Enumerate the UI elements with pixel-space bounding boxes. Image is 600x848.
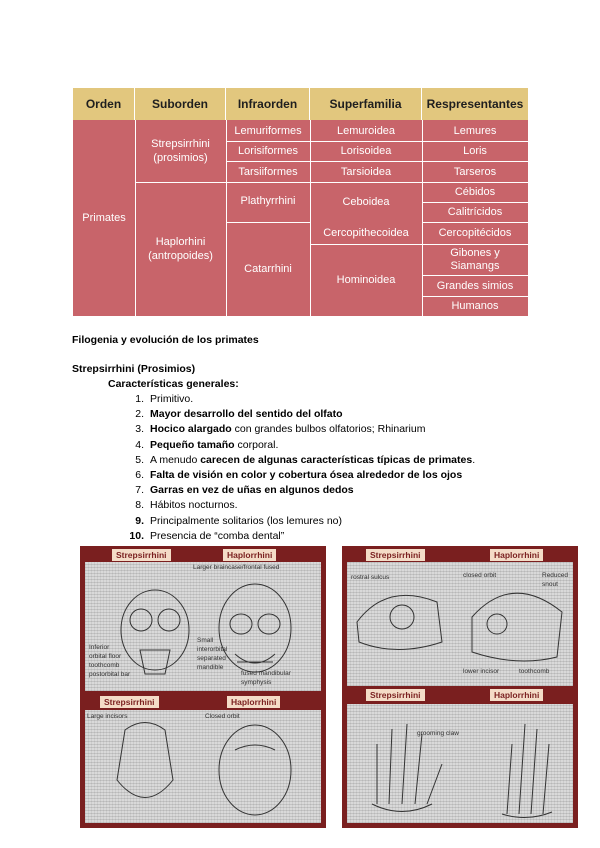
strepsirrhini-tag-4: Strepsirrhini [366, 689, 425, 701]
gibones-line1: Gibones y [450, 246, 500, 259]
cell-primates: Primates [73, 120, 135, 316]
cell-cebidos: Cébidos [422, 182, 528, 202]
note-grooming-claw: grooming claw [417, 730, 459, 737]
strepsirrhini-tag: Strepsirrhini [112, 549, 171, 561]
section-title: Filogenia y evolución de los primates [72, 334, 259, 346]
cell-lorisoidea: Lorisoidea [310, 141, 422, 161]
note-interorbital: interorbital [197, 646, 228, 653]
cell-hominoidea: Hominoidea [310, 244, 422, 316]
cell-humanos: Humanos [422, 296, 528, 316]
cell-lemures: Lemures [422, 120, 528, 141]
note-small: Small [197, 637, 214, 644]
note-rostral: rostral sulcus [351, 574, 390, 581]
note-frontal: Larger braincase/frontal fused [193, 564, 280, 571]
note-separated: separated [197, 655, 226, 662]
note-closed-orbit: Closed orbit [205, 713, 240, 720]
haplorhini-name: Haplorhini [155, 236, 206, 248]
cell-strepsirrhini [135, 120, 226, 182]
list-item: 6. Falta de visión en color y cobertura ósea alrededor de los ojos [135, 468, 463, 481]
skull-front-image [85, 562, 321, 691]
list-item: 2. Mayor desarrollo del sentido del olfato [135, 408, 343, 421]
haplorhini-common: (antropoides) [148, 250, 213, 262]
strepsirrhini-tag-3: Strepsirrhini [366, 549, 425, 561]
header-superfamilia: Superfamilia [310, 88, 422, 120]
haplorrhini-tag: Haplorrhini [223, 549, 276, 561]
list-item: 3. Hocico alargado con grandes bulbos olfatorios; Rhinarium [135, 423, 426, 436]
list-item: 10. Presencia de “comba dental” [129, 529, 285, 542]
header-orden: Orden [73, 88, 135, 120]
header-representantes: Respresentantes [422, 88, 528, 120]
cell-lemuriformes: Lemuriformes [226, 120, 310, 141]
cell-cercopithecoidea: Cercopithecoidea [310, 222, 422, 244]
cell-tarsiiformes: Tarsiiformes [226, 161, 310, 182]
cell-lemuroidea: Lemuroidea [310, 120, 422, 141]
note-orbit: closed orbit [463, 572, 497, 579]
haplorrhini-tag-2: Haplorrhini [227, 696, 280, 708]
header-infraorden: Infraorden [226, 88, 310, 120]
taxonomy-table [73, 88, 528, 316]
note-snout: snout [542, 581, 558, 588]
cell-catarrhini: Catarrhini [226, 222, 310, 316]
cell-ceboidea: Ceboidea [310, 182, 422, 222]
general-heading: Características generales: [108, 378, 239, 390]
header-suborden: Suborden [135, 88, 226, 120]
list-item: 9. Principalmente solitarios (los lemures no) [135, 514, 342, 527]
cell-haplorhini [135, 182, 226, 316]
strepsirrhini-tag-2: Strepsirrhini [100, 696, 159, 708]
skull-top-drawing [85, 710, 321, 823]
list-item: 4. Pequeño tamaño corporal. [135, 438, 279, 451]
gibones-line2: Siamangs [450, 259, 500, 272]
list-item: 7. Garras en vez de uñas en algunos dedos [135, 484, 354, 497]
characteristics-list [127, 392, 547, 544]
strepsirrhini-common: (prosimios) [153, 152, 208, 164]
hand-drawing [347, 704, 573, 823]
note-large-incisors: Large incisors [87, 713, 128, 720]
haplorrhini-tag-4: Haplorrhini [490, 689, 543, 701]
skull-top-image [85, 710, 321, 823]
note-postorbital: postorbital bar [89, 671, 131, 678]
hand-image [347, 704, 573, 823]
cell-gibones [422, 244, 528, 275]
note-mandible: mandible [197, 664, 224, 671]
note-symphysis: symphysis [241, 679, 272, 686]
note-lower-incisor: lower incisor [463, 668, 500, 675]
note-toothcomb: toothcomb [89, 662, 120, 669]
cell-calitricidos: Calitrícidos [422, 202, 528, 222]
strepsirrhini-name: Strepsirrhini [151, 138, 210, 150]
note-inferior: Inferior [89, 644, 110, 651]
cell-platyrrhini: Plathyrrhini [226, 182, 310, 222]
list-item: 5. A menudo carecen de algunas características típicas de primates. [135, 453, 476, 466]
cell-lorisiformes: Lorisiformes [226, 141, 310, 161]
cell-cercopitecidos: Cercopitécidos [422, 222, 528, 244]
list-item: 8. Hábitos nocturnos. [135, 499, 238, 512]
note-toothcomb-2: toothcomb [519, 668, 550, 675]
note-reduced: Reduced [542, 572, 569, 579]
note-orbital: orbital floor [89, 653, 122, 660]
cell-loris: Loris [422, 141, 528, 161]
sub-title: Strepsirrhini (Prosimios) [72, 363, 196, 375]
figure-skulls-lateral [342, 546, 578, 828]
list-item: 1. Primitivo. [135, 393, 194, 405]
note-fused: fused mandibular [241, 670, 291, 677]
cell-grandes-simios: Grandes simios [422, 275, 528, 296]
cell-tarsioidea: Tarsioidea [310, 161, 422, 182]
cell-tarseros: Tarseros [422, 161, 528, 182]
figure-skulls-frontal [80, 546, 326, 828]
skull-lateral-image [347, 562, 573, 686]
haplorrhini-tag-3: Haplorrhini [490, 549, 543, 561]
